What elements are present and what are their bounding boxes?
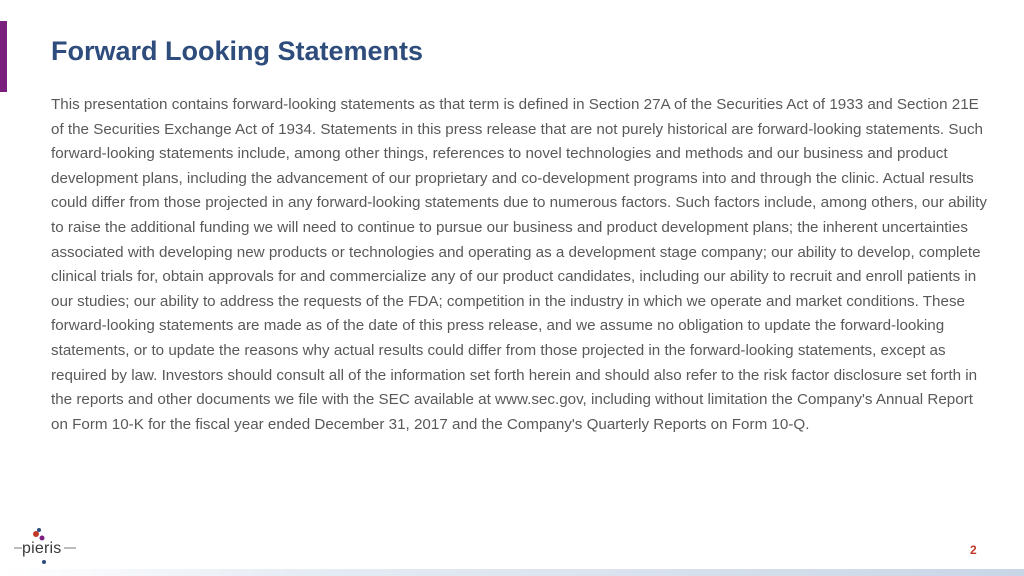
logo-dot-red [33,531,39,537]
bottom-band [0,569,1024,576]
logo-wordmark: pieris [22,540,62,557]
page-number: 2 [970,543,977,557]
logo-dot-blue [37,528,41,532]
slide-title: Forward Looking Statements [51,36,424,66]
logo-dot-blue-small [42,560,46,564]
slide-body-text: This presentation contains forward-looking statements as that term is defined in Section 27A of the Securities Act of 1933 and Section 21E of the Securities Exchange Act of 1934. Statements in this press release that are not purely historical are forward-looking statements. Such forward-looking statements include, among other things, references to novel technologies and methods and our business and product development plans, including the advancement of our proprietary and co-development programs into and through the clinic. Actual results could differ from those projected in any forward-looking statements due to numerous factors. Such factors include, among others, our ability to raise the additional funding we will need to continue to pursue our business and product development plans; the inherent uncertainties associated with developing new products or technologies and operating as a development stage company; our ability to develop, complete clinical trials for, obtain approvals for and commercialize any of our product candidates, including our ability to recruit and enroll patients in our studies; our ability to address the requests of the FDA; competition in the industry in which we operate and market conditions. These forward-looking statements are made as of the date of this press release, and we assume no obligation to update the forward-looking statements, or to update the reasons why actual results could differ from those projected in the forward-looking statements, except as required by law. Investors should consult all of the information set forth herein and should also refer to the risk factor disclosure set forth in the reports and other documents we file with the SEC available at www.sec.gov, including without limitation the Company's Annual Report on Form 10-K for the fiscal year ended December 31, 2017 and the Company's Quarterly Reports on Form 10-Q. [51,96,987,433]
title-accent-bar [0,21,7,92]
